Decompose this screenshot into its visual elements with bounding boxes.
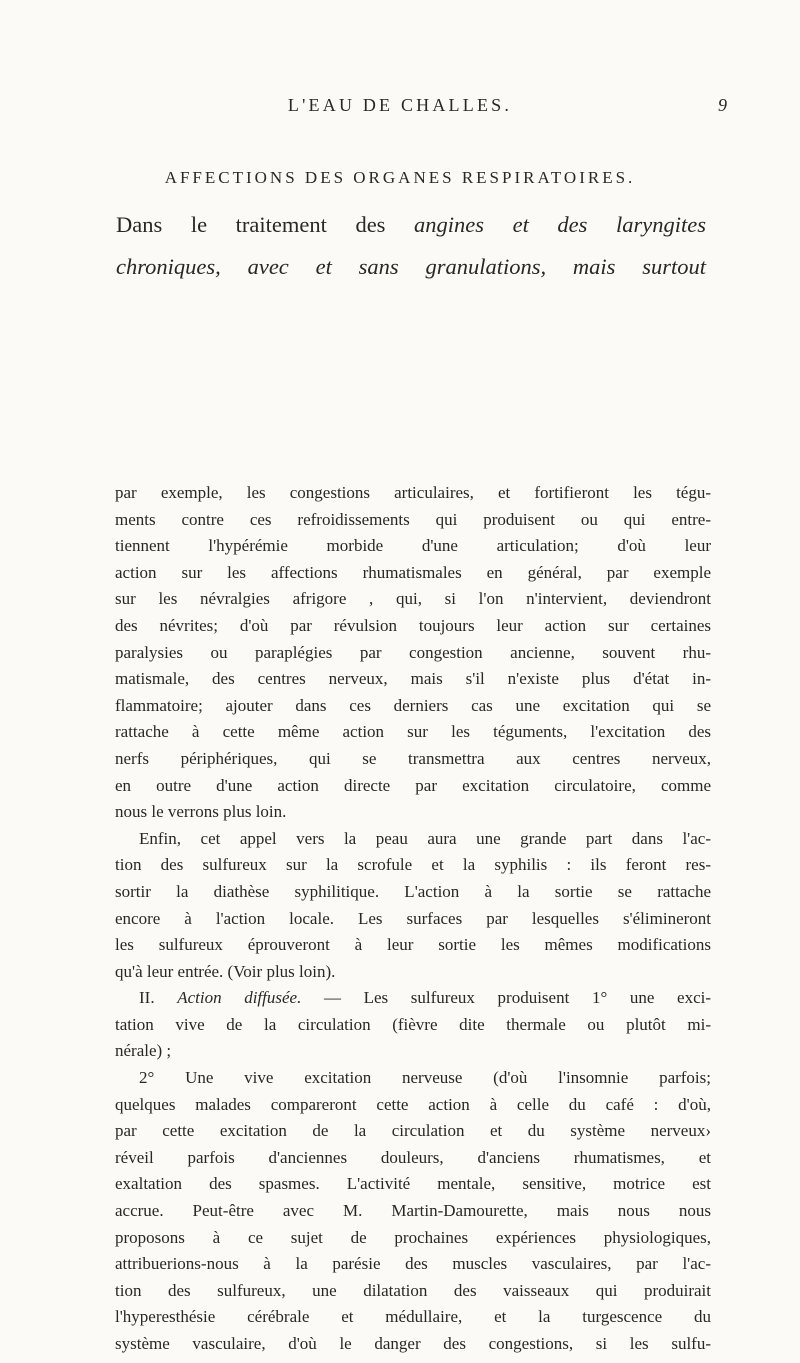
text-line bbox=[115, 985, 711, 1012]
page-number: 9 bbox=[718, 95, 727, 115]
text-line: attribuerions-nous à la parésie des muscles vasculaires, par l'ac- bbox=[115, 1254, 711, 1274]
text-line: qu'à leur entrée. (Voir plus loin). bbox=[115, 961, 336, 981]
text-line: l'hyperesthésie cérébrale et médullaire, et la turgescence du bbox=[115, 1307, 711, 1327]
text-line: par exemple, les congestions articulaires, et fortifieront les tégu- bbox=[115, 483, 711, 502]
section-heading: AFFECTIONS DES ORGANES RESPIRATOIRES. bbox=[164, 168, 636, 187]
running-head bbox=[0, 95, 800, 119]
intro-paragraph bbox=[116, 204, 706, 288]
text-line: exaltation des spasmes. L'activité mentale, sensitive, motrice est bbox=[115, 1174, 711, 1194]
text-line: réveil parfois d'anciennes douleurs, d'anciens rhumatismes, et bbox=[115, 1147, 711, 1167]
text-line: des névrites; d'où par révulsion toujours leur action sur certaines bbox=[115, 615, 711, 635]
text-line: 2° Une vive excitation nerveuse (d'où l'insomnie parfois; bbox=[139, 1068, 711, 1088]
text-fragment: — Les sulfureux produisent 1° une exci- bbox=[301, 988, 711, 1008]
body-text bbox=[115, 480, 711, 1358]
text-line: rattache à cette même action sur les téguments, l'excitation des bbox=[115, 722, 711, 742]
text-line: en outre d'une action directe par excitation circulatoire, comme bbox=[115, 775, 711, 795]
text-line: ments contre ces refroidissements qui produisent ou qui entre- bbox=[115, 509, 711, 529]
intro-text: Dans le traitement des bbox=[116, 212, 415, 237]
text-line: système vasculaire, d'où le danger des congestions, si les sulfu- bbox=[115, 1334, 711, 1353]
text-line: quelques malades compareront cette action à celle du café : d'où, bbox=[115, 1094, 711, 1114]
running-title: L'EAU DE CHALLES. bbox=[287, 95, 513, 115]
text-line: flammatoire; ajouter dans ces derniers cas une excitation qui se bbox=[115, 695, 711, 715]
text-line: tiennent l'hypérémie morbide d'une articulation; d'où leur bbox=[115, 536, 711, 556]
text-line: Enfin, cet appel vers la peau aura une grande part dans l'ac- bbox=[139, 828, 711, 848]
text-line: les sulfureux éprouveront à leur sortie les mêmes modifications bbox=[115, 935, 711, 955]
italic-subheading: Action diffusée. bbox=[177, 988, 302, 1008]
text-line: encore à l'action locale. Les surfaces par lesquelles s'élimineront bbox=[115, 908, 711, 928]
roman-numeral: II. bbox=[139, 988, 178, 1008]
text-line: nérale) ; bbox=[115, 1041, 172, 1061]
text-line: tation vive de la circulation (fièvre dite thermale ou plutôt mi- bbox=[115, 1014, 711, 1034]
intro-line bbox=[116, 204, 706, 246]
text-line: tion des sulfureux sur la scrofule et la syphilis : ils feront res- bbox=[115, 855, 711, 875]
text-line: nous le verrons plus loin. bbox=[115, 802, 287, 822]
text-line: tion des sulfureux, une dilatation des vaisseaux qui produirait bbox=[115, 1280, 711, 1300]
text-line: action sur les affections rhumatismales en général, par exemple bbox=[115, 562, 711, 582]
intro-italic-text: angines et des laryngites bbox=[414, 212, 706, 237]
text-line: accrue. Peut-être avec M. Martin-Damourette, mais nous nous bbox=[115, 1201, 711, 1221]
intro-italic-text: chroniques, avec et sans granulations, mais surtout bbox=[116, 254, 706, 279]
text-line: sur les névralgies afrigore , qui, si l'on n'intervient, deviendront bbox=[115, 589, 711, 609]
text-line: nerfs périphériques, qui se transmettra aux centres nerveux, bbox=[115, 748, 711, 768]
text-line: par cette excitation de la circulation et du système nerveux› bbox=[115, 1121, 711, 1141]
text-line: matismale, des centres nerveux, mais s'il n'existe plus d'état in- bbox=[115, 669, 711, 689]
intro-line bbox=[116, 246, 706, 288]
text-line: sortir la diathèse syphilitique. L'action à la sortie se rattache bbox=[115, 881, 711, 901]
text-line: paralysies ou paraplégies par congestion ancienne, souvent rhu- bbox=[115, 642, 711, 662]
text-line: proposons à ce sujet de prochaines expériences physiologiques, bbox=[115, 1227, 711, 1247]
